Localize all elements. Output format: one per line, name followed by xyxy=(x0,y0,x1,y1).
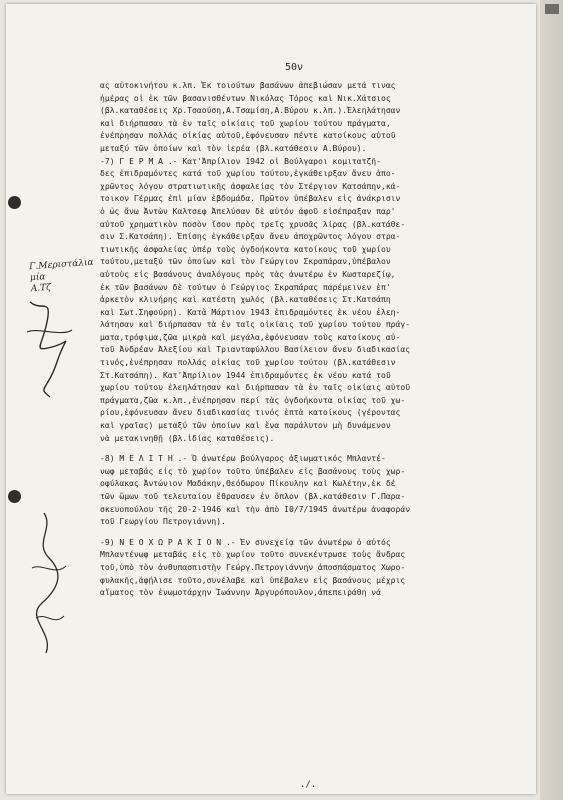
page-number: 50ν xyxy=(285,62,304,73)
text-line: καὶ Σωτ.Σηφούρη). Κατὰ Μάρτιον 1943 ἐπιδραμόντες ἐκ νέου ἐλεη- xyxy=(100,307,401,317)
text-line: ἡμέρας οἱ ἐκ τῶν βασανισθέντων Νικόλας Τόρος καὶ Νικ.Χάτσιος xyxy=(100,93,391,103)
text-line: σκευοπούλου τῆς 20-2-1946 καὶ τὴν ἀπὸ Ι0/7/1945 ἀνωτέρω ἀναφοράν xyxy=(100,504,411,514)
text-line: οφύλακας Ἀντώνιον Μαδάκην,Θεόδωρον Πίκουλην καὶ Κωλέτην,ἐκ δέ xyxy=(100,479,396,489)
section-heading-line: -7) Γ Ε Ρ Μ Α .- Κατ'Ἀπρίλιον 1942 οἱ Βούλγαροι κομιτατζῆ- xyxy=(100,156,381,166)
text-line: ματα,τρόφιμα,ζῶα μικρὰ καὶ μεγάλα,ἐφόνευσαν τοὺς κατοίκους αὐ- xyxy=(100,332,401,342)
text-line: χρῶντος λόγου στρατιωτικῆς ἀσφαλείας τὸν Στέργιον Κατσάπην,κά- xyxy=(100,181,401,191)
text-line: ἐνέπρησαν πολλάς οἰκίας αὐτοῦ,ἐφόνευσαν πέντε κατοίκους αὐτοῦ xyxy=(100,131,396,141)
margin-note-line-1: Γ.Μεριστάλια μία xyxy=(28,257,94,284)
text-line: τοῦ Ἀνδρέαν Ἀλεξίου καὶ Τριανταφύλλου Βασίλειον ἄνευ διαδικασίας xyxy=(100,345,411,355)
text-line: σιν Σ.Κατσάπη). Ἐπίσης ἐγκάθειρξαν ἄνευ ἀποχρῶντος λόγου στρα- xyxy=(100,232,401,242)
text-line: αὐτοὺς εἰς βασάνους ἀναλόγους πρὸς τὰς ἀνωτέρω ἐν Κωσταρεζίῳ, xyxy=(100,269,396,279)
text-line: δες ἐπιδραμόντες κατά τοῦ χωρίου τούτου,ἐγκάθειρξαν ἄνευ ἀπο- xyxy=(100,169,396,179)
document-body xyxy=(100,80,532,600)
text-line: καὶ διήρπασαν τὰ ἐν ταῖς οἰκίαις τοῦ χωρίου τούτου πράγματα, xyxy=(100,118,391,128)
section-heading-line: -9) Ν Ε Ο Χ Ω Ρ Α Κ Ι Ο Ν .- Ἐν συνεχείᾳ τῶν ἀνωτέρω ὁ αὐτός xyxy=(100,537,391,547)
text-line: Στ.Κατσάπη). Κατ'Ἀπρίλιον 1944 ἐπιδραμόντες ἐκ νέου κατά τοῦ xyxy=(100,370,391,380)
text-line: Μπλαντένωφ μεταβάς εἰς τὸ χωρίον τοῦτο συνεκέντρωσε τοὺς ἄνδρας xyxy=(100,550,406,560)
text-line: καὶ γραῖας) μεταξύ τῶν ὁποίων καὶ ἕνα παράλυτον μὴ δυνάμενον xyxy=(100,421,391,431)
handwritten-signature-top xyxy=(22,292,82,402)
text-line: αὐτοῦ χρηματικὸν ποσὸν ἴσον πρὸς τρεῖς χρυσᾶς λίρας (βλ.κατάθε- xyxy=(100,219,406,229)
text-line: λάτησαν καὶ διήρπασαν τὰ ἐν ταῖς οἰκίαις τοῦ χωρίου τούτου πράγ- xyxy=(100,320,411,330)
text-line: τῶν ὤμων τοῦ τελευταίου ἔθραυσεν ἐν ὅπλον (βλ.κατάθεσιν Γ.Παρα- xyxy=(100,492,406,501)
text-line: ρίου,ἐφόνευσαν ἄνευ διαδικασίας τινός ἑπτὰ κατοίκους (γέροντας xyxy=(100,408,401,418)
text-line: μεταξύ τῶν ὁποίων καὶ τὸν ἱερέα (βλ.κατάθεσιν Α.Βύρου). xyxy=(100,143,367,153)
text-line: τοῦ Γεωργίου Πετρογιάννη). xyxy=(100,517,226,527)
adjacent-page-edge xyxy=(540,0,563,800)
page-footer-mark: ./. xyxy=(300,780,317,790)
text-line: τινός,ἐνέπρησαν πολλάς οἰκίας τοῦ χωρίου τούτου (βλ.κατάθεσιν xyxy=(100,358,396,368)
text-line: (βλ.καταθέσεις Χρ.Τσαούση,Α.Τσαμίση,Α.Βύρου κ.λπ.).Ἐλεηλάτησαν xyxy=(100,106,401,116)
punch-hole-top xyxy=(8,196,21,209)
margin-note-line-2: Α.Τζ xyxy=(30,282,52,295)
text-line: ας αὐτοκινήτου κ.λπ. Ἐκ τοιούτων βασάνων ἀπεβιώσαν μετά τινας xyxy=(100,81,396,90)
handwritten-signature-bottom xyxy=(24,508,74,658)
text-line: ἐκ τῶν βασάνων δὲ τούτων ὁ Γεώργιος Σκραπάρας παρέμεινεν ἐπ' xyxy=(100,282,391,292)
text-line: ἀρκετὸν κλινήρης καὶ κατέστη χωλός (βλ.καταθέσεις Στ.Κατσάπη xyxy=(100,295,391,305)
text-line: πράγματα,ζῶα κ.λπ.,ἐνέπρησαν περί τὰς ὀγδοήκοντα οἰκίας τοῦ χω- xyxy=(100,395,406,405)
text-line: τούτου,μεταξύ τῶν ὁποίων καὶ τὸν Γεώργιον Σκραπάραν,ὑπέβαλον xyxy=(100,257,391,267)
section-heading-line: -8) Μ Ε Λ Ι Τ Η .- Ὁ ἀνωτέρω βούλγαρος ἀξιωματικός Μπλαντέ- xyxy=(100,454,386,464)
text-line: τοικον Γέρμας ἐπὶ μίαν ἑβδομάδα. Πρῶτον ὑπέβαλεν εἰς ἀνάκρισιν xyxy=(100,194,401,204)
corner-mark xyxy=(545,4,559,14)
margin-annotation xyxy=(29,258,95,295)
text-line: νωφ μεταβάς εἰς τὸ χωρίον τοῦτο ὑπέβαλεν εἰς βασάνους τοὺς χωρ- xyxy=(100,466,406,476)
text-line: τοῦ,ὑπὸ τὸν ἀνθυπασπιστὴν Γεώργ.Πετρογιάννην ἀποσπάσματος Χωρο- xyxy=(100,562,406,572)
text-line: αἵματος τὸν ἐνωμοτάρχην Ἰωάννην Ἀργυρόπουλον,ἀπεπειράθη νά xyxy=(100,588,381,598)
punch-hole-bottom xyxy=(8,490,21,503)
text-line: φυλακῆς,ἀφῄλισε τοῦτο,συνέλαβε καὶ ὑπέβαλεν εἰς βασάνους μέχρις xyxy=(100,575,406,585)
text-line: χωρίου τούτου ἐλεηλάτησαν καὶ διήρπασαν τὰ ἐν ταῖς οἰκίαις αὐτοῦ xyxy=(100,383,411,393)
text-line: νὰ μετακινηθῇ (βλ.ἰδίας καταθέσεις). xyxy=(100,433,275,443)
text-line: τιωτικῆς ἀσφαλείας ὑπέρ τοὺς ὀγδοήκοντα κατοίκους τοῦ χωρίου xyxy=(100,244,391,254)
text-line: ὁ ὡς ἄνω Ἀντὼν Καλτσεφ Ἀπελύσαν δὲ αὐτόν ἀφοῦ εἰσέπραξαν παρ' xyxy=(100,206,396,216)
